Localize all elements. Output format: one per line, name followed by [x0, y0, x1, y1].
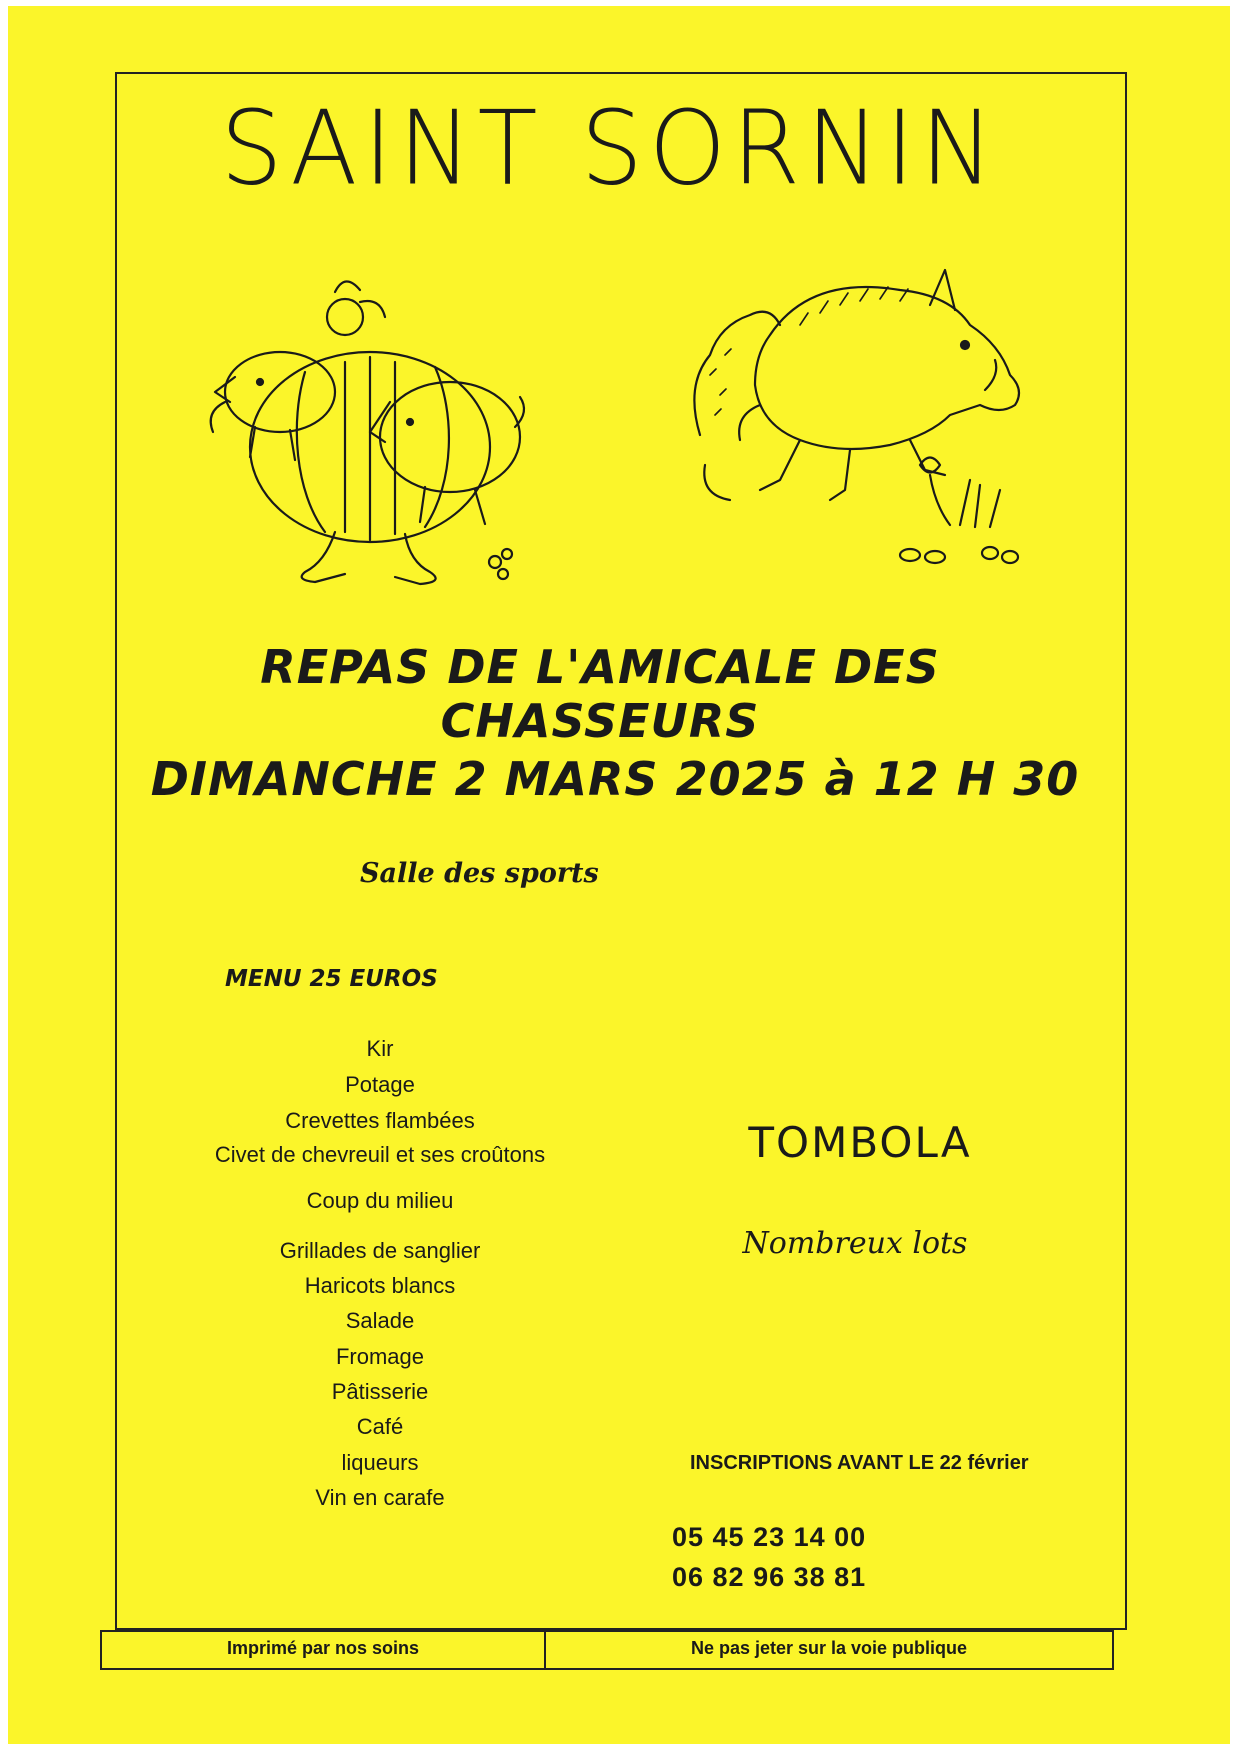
inscriptions-deadline: INSCRIPTIONS AVANT LE 22 février: [690, 1452, 1029, 1474]
menu-title: MENU 25 EUROS: [225, 966, 438, 992]
menu-item: Coup du milieu: [306, 1188, 454, 1213]
tombola-subtitle: Nombreux lots: [742, 1226, 968, 1261]
menu-item: Potage: [345, 1072, 415, 1097]
menu-item: Kir: [366, 1036, 394, 1061]
event-venue: Salle des sports: [360, 858, 599, 889]
footer-box: [100, 1630, 1114, 1670]
footer-printed-by: Imprimé par nos soins: [226, 1638, 420, 1658]
tombola-title: TOMBOLA: [748, 1118, 972, 1167]
menu-item: Café: [356, 1414, 404, 1439]
menu-item: Haricots blancs: [304, 1273, 456, 1298]
footer-notice: Ne pas jeter sur la voie publique: [690, 1638, 968, 1658]
phone-number-2: 06 82 96 38 81: [672, 1562, 867, 1592]
menu-item: Fromage: [335, 1344, 425, 1369]
event-name: REPAS DE L'AMICALE DES CHASSEURS: [260, 640, 940, 748]
event-date: DIMANCHE 2 MARS 2025 à 12 H 30: [150, 752, 1080, 806]
menu-item: Civet de chevreuil et ses croûtons: [214, 1142, 546, 1167]
wild-boar-illustration: [680, 265, 1050, 590]
menu-item: Pâtisserie: [331, 1379, 429, 1404]
phone-number-1: 05 45 23 14 00: [672, 1522, 867, 1552]
obelix-boars-illustration: [195, 262, 535, 592]
menu-item: Crevettes flambées: [285, 1108, 475, 1133]
menu-item: Grillades de sanglier: [279, 1238, 481, 1263]
menu-item: Salade: [345, 1308, 415, 1333]
town-title: SAINT SORNIN: [220, 89, 1000, 209]
menu-item: Vin en carafe: [315, 1485, 445, 1510]
menu-item: liqueurs: [341, 1450, 419, 1475]
